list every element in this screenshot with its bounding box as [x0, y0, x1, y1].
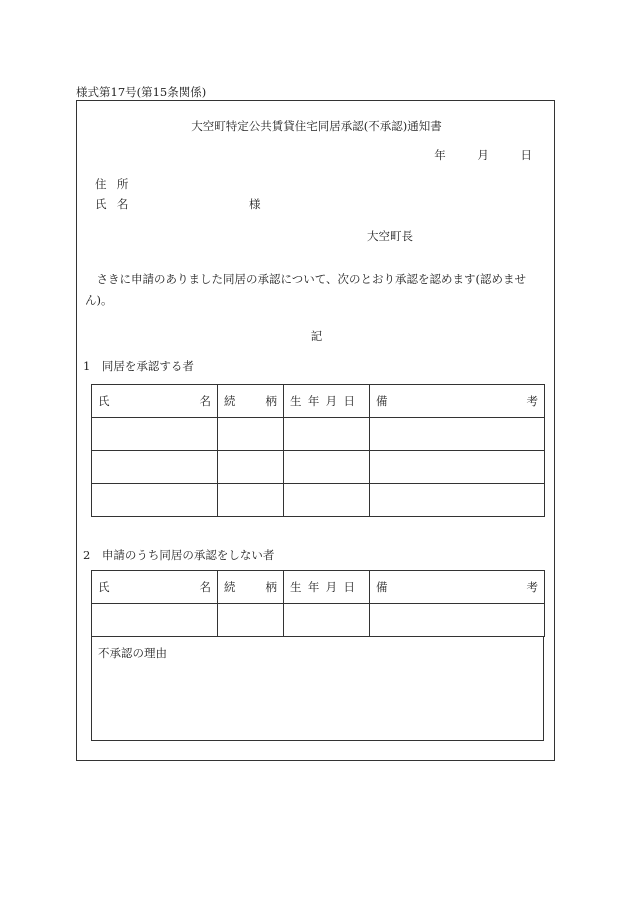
header-name: 氏 名 — [92, 571, 218, 604]
table-row — [92, 418, 545, 451]
remarks-cell[interactable] — [370, 418, 545, 451]
relation-cell[interactable] — [218, 451, 284, 484]
date-line — [434, 147, 532, 163]
date-day-label: 日 — [520, 148, 532, 162]
name-label: 氏名 — [95, 197, 139, 211]
name-cell[interactable] — [92, 604, 218, 637]
form-number-label: 様式第17号(第15条関係) — [76, 85, 207, 99]
date-year-label: 年 — [434, 148, 446, 162]
ki-label: 記 — [310, 329, 323, 343]
header-name: 氏 名 — [92, 385, 218, 418]
remarks-cell[interactable] — [370, 451, 545, 484]
table-header-row — [92, 385, 545, 418]
notice-frame — [76, 100, 555, 761]
rejection-reason-label: 不承認の理由 — [98, 646, 167, 660]
rejected-persons-table — [91, 570, 545, 637]
honorific-label: 様 — [249, 197, 261, 211]
remarks-cell[interactable] — [370, 604, 545, 637]
header-birthdate: 生年月日 — [284, 385, 370, 418]
section2-heading: 2 申請のうち同居の承認をしない者 — [83, 548, 275, 562]
birthdate-cell[interactable] — [284, 484, 370, 517]
birthdate-cell[interactable] — [284, 451, 370, 484]
table-header-row — [92, 571, 545, 604]
section1-heading: 1 同居を承認する者 — [83, 359, 194, 373]
rejection-reason-box[interactable] — [91, 637, 544, 741]
name-cell[interactable] — [92, 484, 218, 517]
remarks-cell[interactable] — [370, 484, 545, 517]
relation-cell[interactable] — [218, 484, 284, 517]
header-remarks: 備 考 — [370, 385, 545, 418]
issuer-label: 大空町長 — [367, 229, 413, 243]
header-birthdate: 生年月日 — [284, 571, 370, 604]
relation-cell[interactable] — [218, 604, 284, 637]
table-row — [92, 484, 545, 517]
table-row — [92, 451, 545, 484]
birthdate-cell[interactable] — [284, 604, 370, 637]
header-relation: 続 柄 — [218, 385, 284, 418]
relation-cell[interactable] — [218, 418, 284, 451]
approved-persons-table — [91, 384, 545, 517]
header-relation: 続 柄 — [218, 571, 284, 604]
date-month-label: 月 — [477, 148, 489, 162]
body-paragraph: さきに申請のありました同居の承認について、次のとおり承認を認めます(認めません)。 — [85, 272, 527, 307]
table-row — [92, 604, 545, 637]
address-label: 住所 — [95, 177, 139, 191]
document-title: 大空町特定公共賃貸住宅同居承認(不承認)通知書 — [191, 119, 442, 133]
name-cell[interactable] — [92, 418, 218, 451]
header-remarks: 備 考 — [370, 571, 545, 604]
birthdate-cell[interactable] — [284, 418, 370, 451]
name-cell[interactable] — [92, 451, 218, 484]
